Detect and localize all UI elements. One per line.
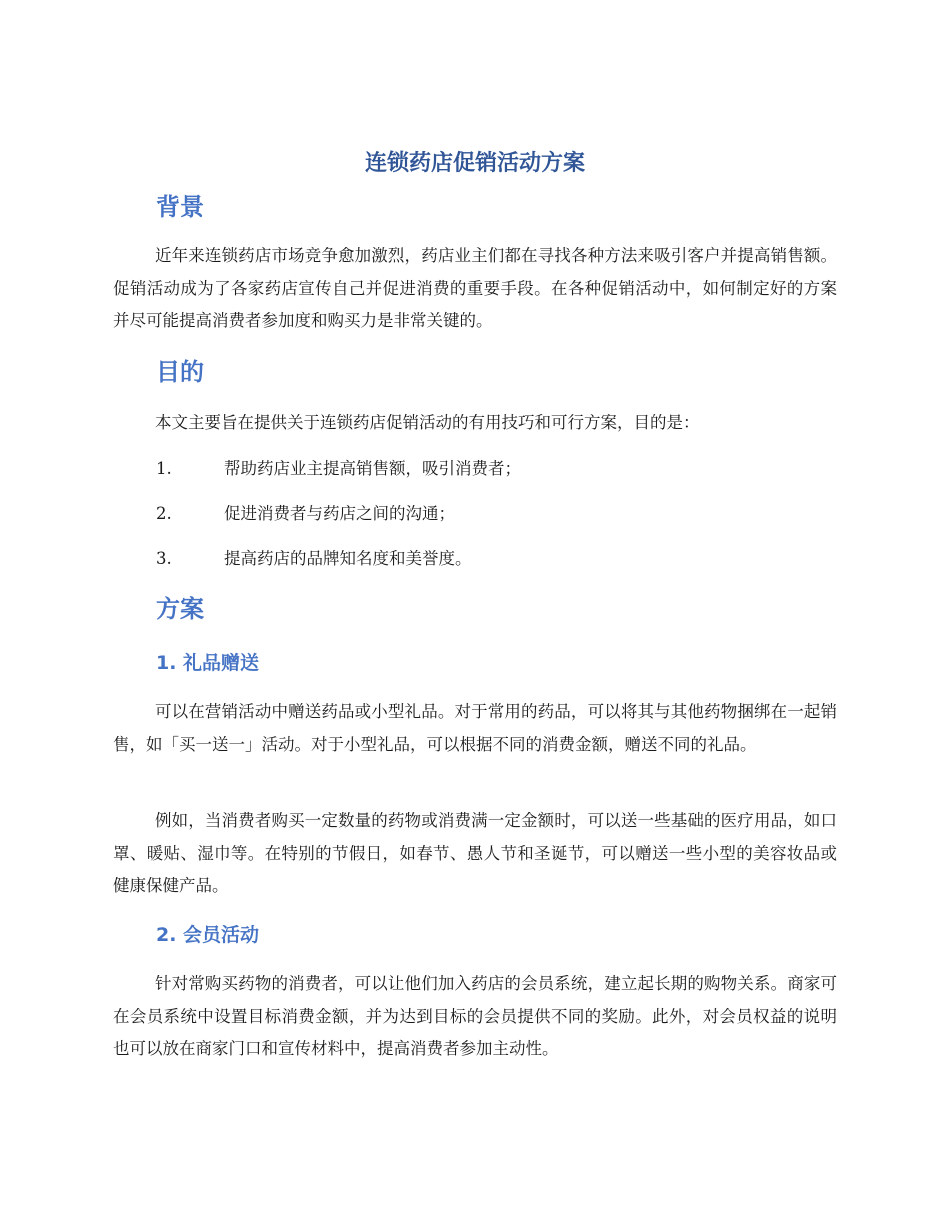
document-title: 连锁药店促销活动方案 (364, 151, 585, 176)
list-item-text: 帮助药店业主提高销售额，吸引消费者； (224, 459, 521, 478)
list-item-text: 促进消费者与药店之间的沟通； (224, 504, 455, 523)
heading-background: 背景 (156, 193, 204, 221)
list-item (156, 500, 455, 528)
list-item-number: 3. (156, 549, 172, 568)
paragraph-background: 近年来连锁药店市场竞争愈加激烈，药店业主们都在寻找各种方法来吸引客户并提高销售额。促销活动成为了各家药店宣传自己并促进消费的重要手段。在各种促销活动中，如何制定好的方案并尽可能提高消费者参加度和购买力是非常关键的。 (113, 246, 837, 331)
heading-purpose: 目的 (156, 358, 204, 386)
paragraph-purpose-intro: 本文主要旨在提供关于连锁药店促销活动的有用技巧和可行方案，目的是： (155, 413, 700, 432)
list-item (156, 545, 472, 573)
list-item (156, 455, 521, 483)
list-item-number: 1. (156, 459, 172, 478)
list-item-text: 提高药店的品牌知名度和美誉度。 (224, 549, 472, 568)
subheading-gifts: 1. 礼品赠送 (156, 652, 260, 674)
paragraph-membership: 针对常购买药物的消费者，可以让他们加入药店的会员系统，建立起长期的购物关系。商家可在会员系统中设置目标消费金额，并为达到目标的会员提供不同的奖励。此外，对会员权益的说明也可以放在商家门口和宣传材料中，提高消费者参加主动性。 (113, 974, 837, 1059)
paragraph-gifts-2: 例如，当消费者购买一定数量的药物或消费满一定金额时，可以送一些基础的医疗用品，如口罩、暖贴、湿巾等。在特别的节假日，如春节、愚人节和圣诞节，可以赠送一些小型的美容妆品或健康保健产品。 (113, 811, 837, 896)
heading-plan: 方案 (156, 595, 204, 623)
subheading-membership: 2. 会员活动 (156, 924, 260, 946)
paragraph-gifts-1: 可以在营销活动中赠送药品或小型礼品。对于常用的药品，可以将其与其他药物捆绑在一起销售，如「买一送一」活动。对于小型礼品，可以根据不同的消费金额，赠送不同的礼品。 (113, 702, 837, 754)
list-item-number: 2. (156, 504, 172, 523)
